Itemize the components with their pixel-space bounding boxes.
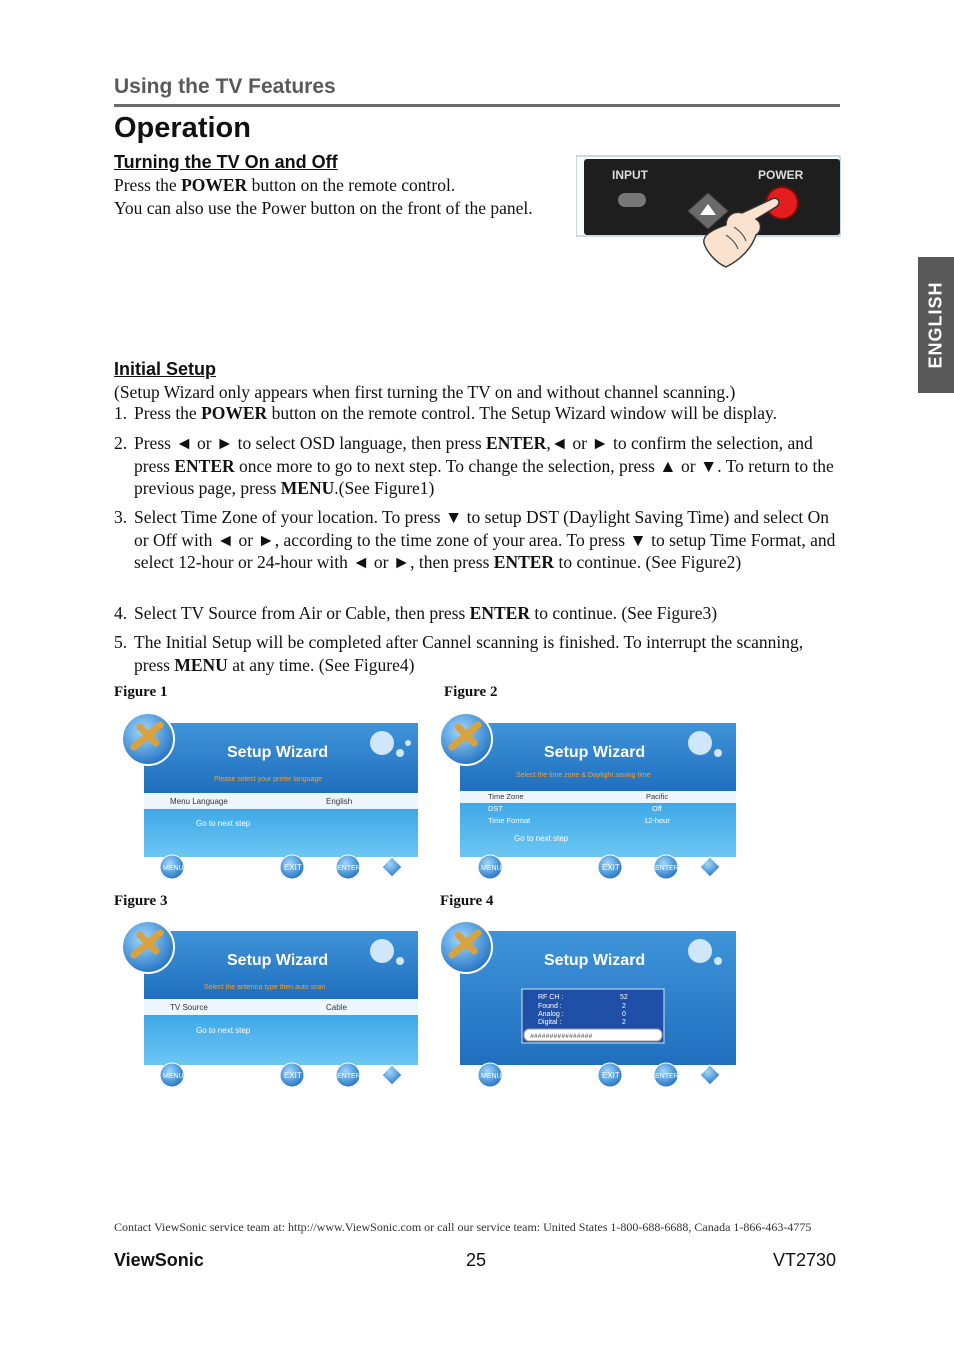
setup-step: 5. The Initial Setup will be completed after Cannel scanning is finished. To interrupt the scanning, press MENU at any time. (See Figure4) <box>114 632 804 675</box>
enter-button-label: ENTER <box>337 865 361 872</box>
contact-line: Contact ViewSonic service team at: http://www.ViewSonic.com or call our service team: United States 1-800-688-6688, Canada 1-866-463-4775 <box>114 1220 812 1234</box>
menu-button-label: MENU <box>163 865 184 872</box>
turning-on-heading: Turning the TV On and Off <box>114 152 338 172</box>
menu-button-label: MENU <box>481 1073 502 1080</box>
dpad-icon <box>382 857 402 877</box>
figure-2-row2-value: Off <box>652 804 662 813</box>
figure-1-title: Setup Wizard <box>227 744 329 761</box>
exit-button-label: EXIT <box>284 1071 302 1080</box>
power-label: POWER <box>758 168 804 182</box>
turning-on-line1: Press the POWER button on the remote control. <box>114 175 456 195</box>
bubbles-icon <box>370 731 394 755</box>
footer-brand: ViewSonic <box>114 1250 204 1270</box>
setup-step: 4. Select TV Source from Air or Cable, then press ENTER to continue. (See Figure3) <box>114 603 718 623</box>
digital-label: Digital : <box>538 1019 562 1026</box>
bubbles-icon <box>688 731 712 755</box>
figure-2-row2-label: DST <box>488 804 503 813</box>
turning-on-text <box>114 174 568 219</box>
figure-3-row-value: Cable <box>326 1003 347 1012</box>
figure-1-label: Figure 1 <box>114 684 168 700</box>
menu-button-label: MENU <box>481 865 502 872</box>
setup-step: 1. Press the POWER button on the remote control. The Setup Wizard window will be display. <box>114 403 777 423</box>
figure-4-screen <box>438 919 736 1091</box>
dpad-icon <box>382 1065 402 1085</box>
header-rule <box>114 104 840 107</box>
figure-1-next: Go to next step <box>196 819 251 828</box>
figure-3-next: Go to next step <box>196 1026 251 1035</box>
figure-4-title: Setup Wizard <box>544 952 646 969</box>
exit-button-label: EXIT <box>602 863 620 872</box>
analog-label: Analog : <box>538 1011 564 1018</box>
figure-2-next: Go to next step <box>514 834 569 843</box>
dpad-icon <box>700 1065 720 1085</box>
figure-1-prompt: Please select your prefer language <box>214 776 323 783</box>
figure-3-row-label: TV Source <box>170 1003 208 1012</box>
dpad-icon <box>700 857 720 877</box>
turning-on-line2: You can also use the Power button on the front of the panel. <box>114 197 533 218</box>
rf-ch-label: RF CH : <box>538 994 564 1001</box>
digital-value: 2 <box>622 1019 626 1026</box>
figure-1-row-label: Menu Language <box>170 797 228 806</box>
figure-4-label: Figure 4 <box>440 893 494 909</box>
figure-2-label: Figure 2 <box>444 684 498 700</box>
figure-2-row3-label: Time Format <box>488 816 531 825</box>
side-tab-label: ENGLISH <box>925 281 946 369</box>
remote-power-image <box>576 155 842 271</box>
menu-button-label: MENU <box>163 1073 184 1080</box>
found-value: 2 <box>622 1003 626 1010</box>
section-header: Using the TV Features <box>114 75 336 98</box>
page-number: 25 <box>466 1250 487 1270</box>
input-label: INPUT <box>612 168 648 182</box>
figure-3-label: Figure 3 <box>114 893 168 909</box>
enter-button-label: ENTER <box>655 865 679 872</box>
page-title: Operation <box>114 112 251 144</box>
scan-progress: ################ <box>530 1033 593 1040</box>
exit-button-label: EXIT <box>602 1071 620 1080</box>
rf-ch-value: 52 <box>620 994 628 1001</box>
setup-step: 3. Select Time Zone of your location. To press ▼ to setup DST (Daylight Saving Time) and select On or Off with ◄ or ►, according to the time zone of your area. To press ▼ to setup Time Format, and select 12-hour or 24-hour with ◄ or ►, then press ENTER to continue. (See Figure2) <box>114 507 836 572</box>
figure-3-screen <box>120 919 418 1091</box>
setup-step: 2. Press ◄ or ► to select OSD language, then press ENTER,◄ or ► to confirm the selection, and press ENTER once more to go to next step. To change the selection, press ▲ or ▼. To return to the previous page, press MENU.(See Figure1) <box>114 433 834 498</box>
initial-setup-heading: Initial Setup <box>114 359 217 379</box>
language-side-tab <box>918 257 954 393</box>
bubbles-icon <box>370 939 394 963</box>
enter-button-label: ENTER <box>337 1073 361 1080</box>
figure-2-row1-value: Pacific <box>646 792 669 801</box>
found-label: Found : <box>538 1003 562 1010</box>
figure-3-title: Setup Wizard <box>227 952 329 969</box>
footer-model: VT2730 <box>773 1250 837 1270</box>
figure-1-screen <box>120 711 418 883</box>
figure-2-screen <box>438 711 736 883</box>
bubbles-icon <box>688 939 712 963</box>
figure-1-row-value: English <box>326 797 353 806</box>
enter-button-label: ENTER <box>655 1073 679 1080</box>
analog-value: 0 <box>622 1011 626 1018</box>
figure-2-row1-label: Time Zone <box>488 792 524 801</box>
figure-2-title: Setup Wizard <box>544 744 646 761</box>
initial-setup-note: (Setup Wizard only appears when first turning the TV on and without channel scanning.) <box>114 382 736 402</box>
figure-2-row3-value: 12-hour <box>644 816 670 825</box>
figure-2-prompt: Select the time zone & Daylight saving time <box>516 772 651 779</box>
figure-3-prompt: Select the antenna type then auto scan <box>204 984 326 991</box>
exit-button-label: EXIT <box>284 863 302 872</box>
